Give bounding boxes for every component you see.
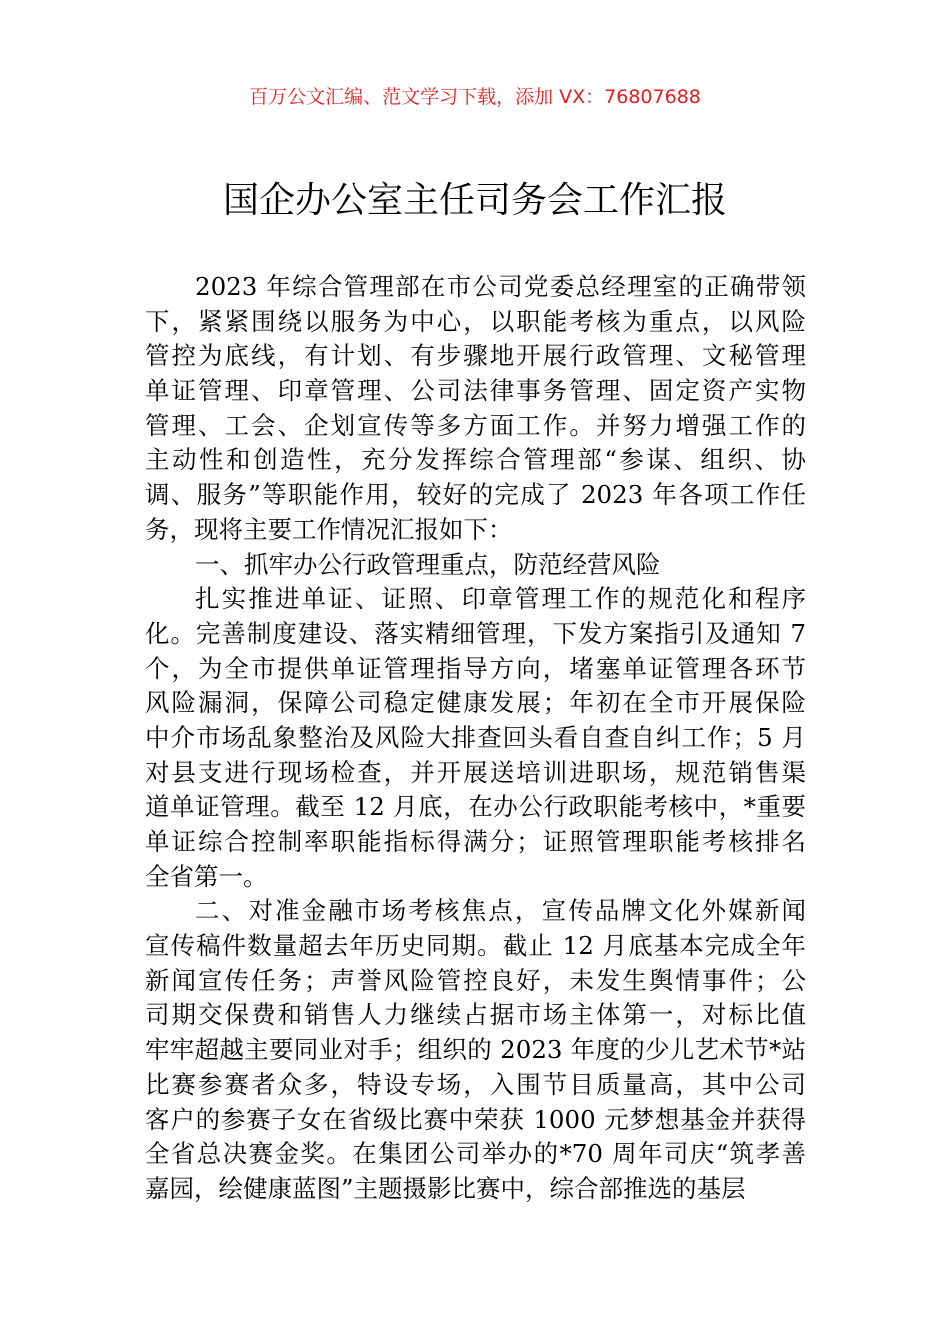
text-line: 道单证管理。截至 12 月底，在办公行政职能考核中，*重要 (145, 792, 806, 822)
text-line: 客户的参赛子女在省级比赛中荣获 1000 元梦想基金并获得 (145, 1104, 806, 1134)
text-line: 单证综合控制率职能指标得满分；证照管理职能考核排名 (145, 827, 806, 856)
text-line: 管控为底线，有计划、有步骤地开展行政管理、文秘管理 (145, 341, 806, 371)
text-line: 主动性和创造性，充分发挥综合管理部“参谋、组织、协 (145, 445, 806, 475)
paragraph (145, 270, 806, 548)
text-line: 司期交保费和销售人力继续占据市场主体第一，对标比值 (145, 1000, 806, 1030)
text-line: 务，现将主要工作情况汇报如下： (145, 514, 513, 544)
text-line: 一、抓牢办公行政管理重点，防范经营风险 (195, 549, 661, 579)
text-line: 牢牢超越主要同业对手；组织的 2023 年度的少儿艺术节*站 (145, 1035, 806, 1065)
text-line: 全省第一。 (145, 861, 268, 891)
text-line: 调、服务”等职能作用，较好的完成了 2023 年各项工作任 (145, 480, 806, 510)
text-line: 比赛参赛者众多，特设专场，入围节目质量高，其中公司 (145, 1069, 806, 1099)
text-line: 中介市场乱象整治及风险大排查回头看自查自纠工作；5 月 (145, 722, 806, 752)
text-line: 下，紧紧围绕以服务为中心，以职能考核为重点，以风险 (145, 306, 806, 336)
paragraph (145, 894, 806, 1206)
watermark-header: 百万公文汇编、范文学习下载，添加 VX：76807688 (249, 86, 701, 108)
text-line: 新闻宣传任务；声誉风险管控良好，未发生舆情事件；公 (145, 965, 806, 995)
text-line: 扎实推进单证、证照、印章管理工作的规范化和程序 (195, 584, 806, 614)
document-body (145, 270, 806, 1207)
paragraph (145, 582, 806, 894)
text-line: 个，为全市提供单证管理指导方向，堵塞单证管理各环节 (145, 653, 806, 683)
text-line: 宣传稿件数量超去年历史同期。截止 12 月底基本完成全年 (145, 931, 806, 961)
text-line: 化。完善制度建设、落实精细管理，下发方案指引及通知 7 (145, 618, 806, 648)
text-line: 单证管理、印章管理、公司法律事务管理、固定资产实物 (145, 376, 806, 406)
paragraph (145, 548, 806, 583)
text-line: 管理、工会、企划宣传等多方面工作。并努力增强工作的 (145, 410, 806, 440)
text-line: 二、对准金融市场考核焦点，宣传品牌文化外媒新闻 (195, 896, 806, 926)
text-line: 风险漏洞，保障公司稳定健康发展；年初在全市开展保险 (145, 688, 806, 718)
text-line: 对县支进行现场检查，并开展送培训进职场，规范销售渠 (145, 757, 806, 787)
text-line: 嘉园，绘健康蓝图”主题摄影比赛中，综合部推选的基层 (145, 1173, 746, 1203)
text-line: 全省总决赛金奖。在集团公司举办的*70 周年司庆“筑孝善 (145, 1139, 806, 1169)
text-line: 2023 年综合管理部在市公司党委总经理室的正确带领 (195, 272, 806, 301)
document-title: 国企办公室主任司务会工作汇报 (222, 180, 727, 221)
